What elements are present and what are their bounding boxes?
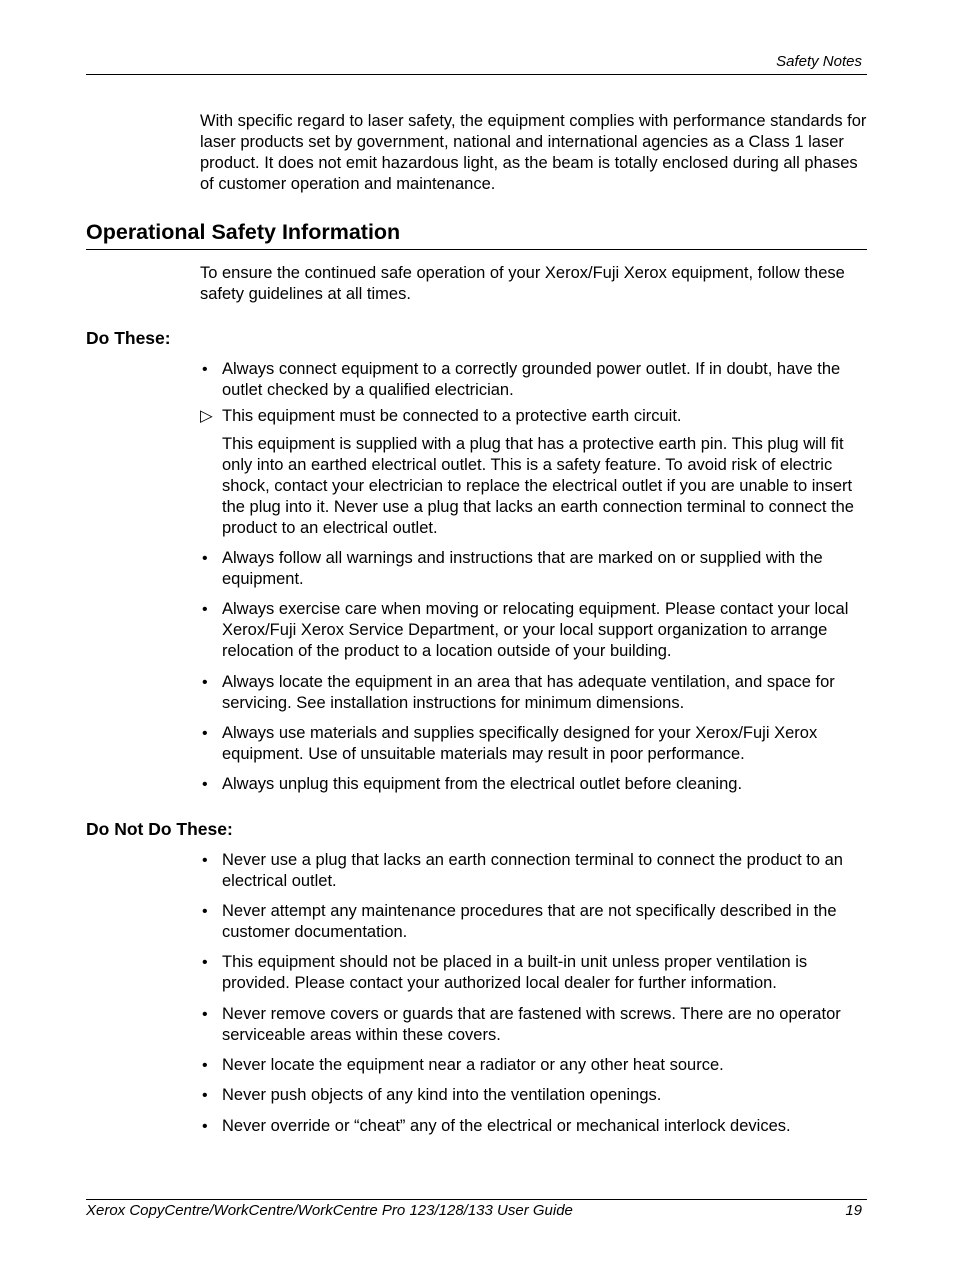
bullet-icon: • [202,1006,208,1023]
bullet-icon: • [202,852,208,869]
note-item [200,406,868,427]
list-item [200,774,868,795]
bullet-icon: • [202,776,208,793]
laser-safety-paragraph: With specific regard to laser safety, the equipment complies with performance standards for laser products set by government, national and international agencies as a Class 1 laser product. It does not emit hazardous light, as the beam is totally enclosed during all phases of customer operation and maintenance. [200,112,867,193]
list-item [200,901,868,943]
section-title: Operational Safety Information [86,220,401,244]
page-number: 19 [845,1202,862,1219]
bullet-icon: • [202,674,208,691]
list-item-text: Always exercise care when moving or relocating equipment. Please contact your local Xerox/Fuji Xerox Service Department, or your local support organization to arrange relocation of the product to a location outside of your building. [222,600,849,660]
list-item-text: Always follow all warnings and instructions that are marked on or supplied with the equipment. [222,549,823,588]
note-item-text: This equipment must be connected to a protective earth circuit. [222,407,682,425]
triangle-note-icon: ▷ [200,407,213,425]
section-title-rule [86,249,867,250]
list-item-text: Always connect equipment to a correctly grounded power outlet. If in doubt, have the outlet checked by a qualified electrician. [222,360,841,399]
bullet-icon: • [202,601,208,618]
list-item [200,599,868,662]
running-header: Safety Notes [776,53,862,70]
list-item-text: Never remove covers or guards that are fastened with screws. There are no operator serviceable areas within these covers. [222,1005,841,1044]
list-item [200,723,868,765]
list-item [200,1085,868,1106]
bullet-icon: • [202,361,208,378]
list-item [200,548,868,590]
section-intro-paragraph: To ensure the continued safe operation of your Xerox/Fuji Xerox equipment, follow these safety guidelines at all times. [200,264,845,303]
list-item [200,850,868,892]
bullet-icon: • [202,903,208,920]
list-item-text: Never push objects of any kind into the ventilation openings. [222,1086,662,1104]
list-item [200,1004,868,1046]
list-item-text: Always locate the equipment in an area that has adequate ventilation, and space for servicing. See installation instructions for minimum dimensions. [222,673,835,712]
footer-rule [86,1199,867,1200]
list-item-text: This equipment should not be placed in a built-in unit unless proper ventilation is provided. Please contact your authorized local dealer for further information. [222,953,808,992]
bullet-icon: • [202,1118,208,1135]
list-item [200,1116,868,1137]
list-item-text: Never attempt any maintenance procedures that are not specifically described in the customer documentation. [222,902,837,941]
bullet-icon: • [202,1087,208,1104]
bullet-icon: • [202,725,208,742]
earth-pin-explanation: This equipment is supplied with a plug that has a protective earth pin. This plug will fit only into an earthed electrical outlet. This is a safety feature. To avoid risk of electric shock, contact your electrician to replace the electrical outlet if you are unable to insert the plug into it. Never use a plug that lacks an earth connection terminal to connect the product to an electrical outlet. [222,435,854,537]
list-item [200,359,868,401]
bullet-icon: • [202,1057,208,1074]
do-not-heading: Do Not Do These: [86,819,233,839]
list-item [200,1055,868,1076]
list-item [200,672,868,714]
list-item-text: Never use a plug that lacks an earth connection terminal to connect the product to an electrical outlet. [222,851,843,890]
list-item-text: Always use materials and supplies specifically designed for your Xerox/Fuji Xerox equipment. Use of unsuitable materials may result in poor performance. [222,724,818,763]
list-item-text: Never locate the equipment near a radiator or any other heat source. [222,1056,724,1074]
footer-guide-title: Xerox CopyCentre/WorkCentre/WorkCentre Pro 123/128/133 User Guide [86,1202,573,1219]
do-these-heading: Do These: [86,328,171,348]
list-item-text: Never override or “cheat” any of the electrical or mechanical interlock devices. [222,1117,791,1135]
list-item [200,952,868,994]
list-item-text: Always unplug this equipment from the electrical outlet before cleaning. [222,775,743,793]
bullet-icon: • [202,550,208,567]
bullet-icon: • [202,954,208,971]
header-rule [86,74,867,75]
